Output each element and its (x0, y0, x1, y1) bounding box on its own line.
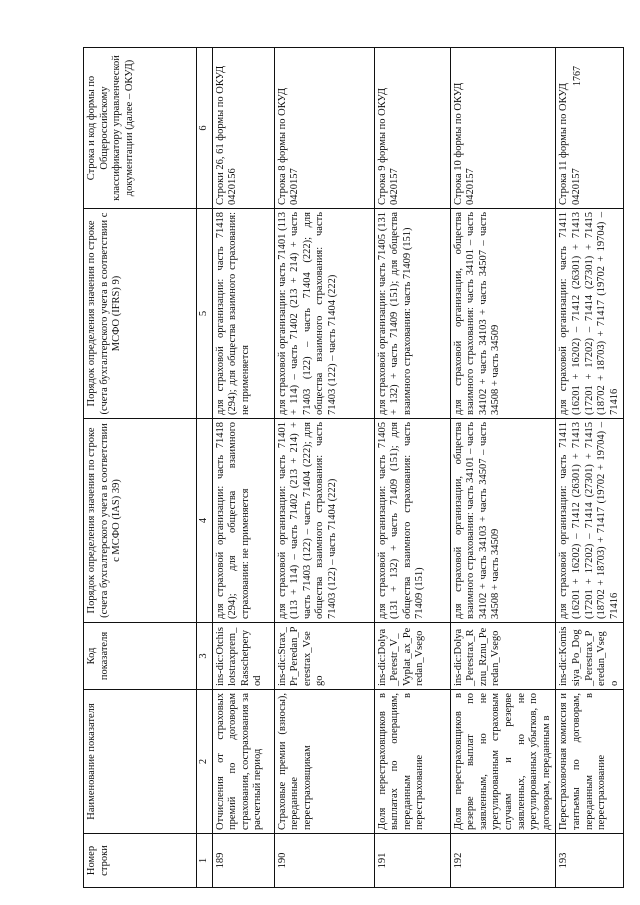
okud-reference: Строка 9 формы по ОКУД 0420157 (374, 48, 450, 209)
ifrs9-rule: для страховой организации: часть 71401 (113 + 114) – часть 71402 (213 + 214) + часть 71403 (122) – часть 71404 (222); для общества взаимного страхования: часть 71403 (122) – часть 71404 (222) (274, 209, 374, 419)
ias39-rule: для страховой организации: часть 71411 (16201 + 16202) – 71412 (26301) + 71413 (17201 + 17202) – 71414 (27301) + 71415 (18702 + 18703) + 71417 (19702 + 19704) – 71416 (556, 419, 624, 623)
column-number: 4 (197, 419, 213, 623)
indicators-table (83, 47, 624, 888)
column-number: 1 (197, 834, 213, 888)
column-number: 5 (197, 209, 213, 419)
table-row (450, 48, 556, 888)
ias39-rule: для страховой организации, общества взаимного страхования: часть 34101 – часть 34102 + часть 34103 + часть 34507 – часть 34508 + часть 34509 (450, 419, 556, 623)
okud-reference: Строки 26, 61 формы по ОКУД 0420156 (212, 48, 274, 209)
indicator-name: Перестраховочная комиссия и тантьемы по договорам, переданным в перестрахование (556, 690, 624, 834)
indicator-code: ins-dic:Dolya_Perestr_V_Vyplat_ax_Peredan_Vsego (374, 623, 450, 690)
indicator-name: Отчисления от страховых премий по договорам страхования, сострахования за расчетный период (212, 690, 274, 834)
column-number-row (197, 48, 213, 888)
header-ifrs9: Порядок определения значения по строке (счета бухгалтерского учета в соответствии с МСФО (IFRS) 9) (84, 209, 197, 419)
header-okud: Строка и код формы по Общероссийскому классификатору управленческой документации (далее – ОКУД) (84, 48, 197, 209)
header-row (84, 48, 197, 888)
row-number: 193 (556, 834, 624, 888)
okud-reference: Строка 11 формы по ОКУД 0420157 (556, 48, 624, 209)
column-number: 3 (197, 623, 213, 690)
indicator-name: Страховые премии (взносы), переданные перестраховщикам (274, 690, 374, 834)
okud-reference: Строка 10 формы по ОКУД 0420157 (450, 48, 556, 209)
row-number: 191 (374, 834, 450, 888)
header-indicator-name: Наименование показателя (84, 690, 197, 834)
indicator-code: ins-dic:Strax_Pr_Peredan_Perestrax_Vsego (274, 623, 374, 690)
page-number: 1767 (572, 66, 583, 86)
indicator-code: ins-dic:Otchislotstraxprem_Rasschetperyod (212, 623, 274, 690)
ifrs9-rule: для страховой организации, общества взаимного страхования: часть 34101 – часть 34102 + часть 34103 + часть 34507 – часть 34508 + часть 34509 (450, 209, 556, 419)
table-row (274, 48, 374, 888)
indicator-name: Доля перестраховщиков в выплатах по операциям, переданным в перестрахование (374, 690, 450, 834)
ias39-rule: для страховой организации: часть 71418 (294); для общества взаимного страхования: не применяется (212, 419, 274, 623)
column-number: 2 (197, 690, 213, 834)
indicator-code: ins-dic:Dolya_Perestrax_Rznu_Rznu_Peredan_Vsego (450, 623, 556, 690)
table-row (374, 48, 450, 888)
ias39-rule: для страховой организации: часть 71405 (131 + 132) + часть 71409 (151); для общества взаимного страхования: часть 71409 (151) (374, 419, 450, 623)
header-indicator-code: Код показателя (84, 623, 197, 690)
ifrs9-rule: для страховой организации: часть 71405 (131 + 132) + часть 71409 (151); для общества взаимного страхования: часть 71409 (151) (374, 209, 450, 419)
table-row (212, 48, 274, 888)
indicator-name: Доля перестраховщиков в резерве выплат по заявленным, но не урегулированным страховым случаям и резерве заявленных, но не урегулированных убытков, по договорам, переданным в (450, 690, 556, 834)
indicator-code: ins-dic:Komissiya_Po_Dog_Perestrax_Peredan_Vsego (556, 623, 624, 690)
header-row-number: Номер строки (84, 834, 197, 888)
row-number: 190 (274, 834, 374, 888)
okud-reference: Строка 8 формы по ОКУД 0420157 (274, 48, 374, 209)
ias39-rule: для страховой организации: часть 71401 (113 + 114) – часть 71402 (213 + 214) + часть 71403 (122) – часть 71404 (222); для общества взаимного страхования: часть 71403 (122) – часть 71404 (222) (274, 419, 374, 623)
column-number: 6 (197, 48, 213, 209)
table-row (556, 48, 624, 888)
row-number: 192 (450, 834, 556, 888)
ifrs9-rule: для страховой организации: часть 71411 (16201 + 16202) – 71412 (26301) + 71413 (17201 + 17202) – 71414 (27301) + 71415 (18702 + 18703) + 71417 (19702 + 19704) – 71416 (556, 209, 624, 419)
header-ias39: Порядок определения значения по строке (счета бухгалтерского учета в соответствии с МСФО (IAS) 39) (84, 419, 197, 623)
ifrs9-rule: для страховой организации: часть 71418 (294); для общества взаимного страхования: не применяется (212, 209, 274, 419)
row-number: 189 (212, 834, 274, 888)
